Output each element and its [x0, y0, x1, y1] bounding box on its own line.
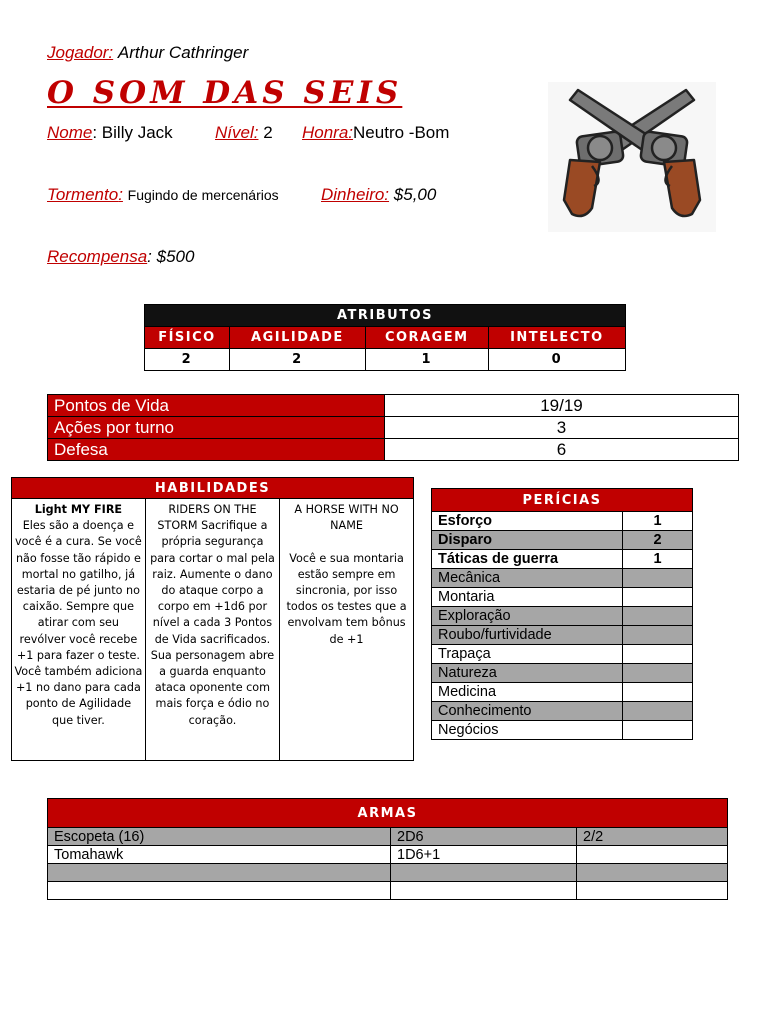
table-row [432, 569, 693, 588]
skill-level [623, 626, 693, 645]
ability-text: Sacrifique a própria segurança para cortar o mal pela raiz. Aumente o dano do ataque corpo a corpo em +1d6 por nível a cada 3 Pontos de Vida sacrificados. Sua personagem abre a guarda enquanto ataca oponente com mais força e ódio no coração. [150, 519, 275, 727]
skill-level [623, 588, 693, 607]
skill-level [623, 683, 693, 702]
table-row [432, 702, 693, 721]
attr-header-fisico: FÍSICO [145, 327, 230, 349]
weapon-damage: 2D6 [391, 828, 577, 846]
weapon-ammo [577, 846, 728, 864]
weapon-ammo: 2/2 [577, 828, 728, 846]
name-line [47, 123, 173, 143]
skill-name: Exploração [432, 607, 623, 626]
stat-label: Defesa [48, 439, 385, 461]
weapons-table [47, 798, 728, 900]
skill-level [623, 664, 693, 683]
stat-label: Pontos de Vida [48, 395, 385, 417]
page-title: O SOM DAS SEIS [47, 75, 403, 111]
table-row [48, 846, 728, 864]
money-line [321, 185, 436, 205]
attr-value-coragem: 1 [365, 349, 488, 371]
weapon-name [48, 864, 391, 882]
honor-label: Honra: [302, 123, 354, 142]
stat-value: 6 [385, 439, 739, 461]
table-row [48, 864, 728, 882]
attr-value-fisico: 2 [145, 349, 230, 371]
torment-line [47, 185, 279, 205]
torment-value: Fugindo de mercenários [127, 187, 279, 203]
table-row [432, 588, 693, 607]
table-row [432, 607, 693, 626]
stat-row [48, 417, 739, 439]
ability-text: Você e sua montaria estão sempre em sincronia, por isso todos os testes que a envolvam tem bônus de +1 [286, 551, 407, 646]
attributes-table [144, 304, 626, 371]
skill-level: 1 [623, 512, 693, 531]
attr-header-agilidade: AGILIDADE [229, 327, 365, 349]
honor-line [302, 123, 449, 143]
ability-cell [280, 499, 414, 761]
skill-name: Táticas de guerra [432, 550, 623, 569]
crossed-revolvers-icon [548, 82, 716, 232]
table-row [48, 882, 728, 900]
weapon-damage [391, 882, 577, 900]
attributes-title: ATRIBUTOS [145, 305, 626, 327]
table-row [432, 512, 693, 531]
skill-level [623, 645, 693, 664]
table-row [432, 664, 693, 683]
skill-level [623, 607, 693, 626]
weapon-name [48, 882, 391, 900]
stat-value: 19/19 [385, 395, 739, 417]
table-row [432, 683, 693, 702]
level-value: 2 [263, 123, 273, 142]
skill-name: Roubo/furtividade [432, 626, 623, 645]
honor-value: Neutro -Bom [353, 123, 450, 142]
weapon-name: Tomahawk [48, 846, 391, 864]
skill-level: 2 [623, 531, 693, 550]
table-row [432, 626, 693, 645]
weapon-damage: 1D6+1 [391, 846, 577, 864]
weapon-ammo [577, 882, 728, 900]
level-line [215, 123, 273, 143]
attr-value-agilidade: 2 [229, 349, 365, 371]
table-row [48, 828, 728, 846]
table-row [432, 531, 693, 550]
ability-name: Light MY FIRE [34, 503, 123, 516]
name-label: Nome [47, 123, 93, 142]
weapon-ammo [577, 864, 728, 882]
ability-name: RIDERS ON THE STORM [157, 503, 257, 533]
stat-value: 3 [385, 417, 739, 439]
abilities-title: HABILIDADES [12, 478, 414, 499]
attr-header-intelecto: INTELECTO [488, 327, 625, 349]
money-value: $5,00 [393, 185, 437, 204]
weapons-title: ARMAS [48, 799, 728, 828]
ability-cell [12, 499, 146, 761]
player-line [47, 43, 248, 63]
skill-name: Medicina [432, 683, 623, 702]
skill-level [623, 569, 693, 588]
skill-name: Trapaça [432, 645, 623, 664]
skill-name: Montaria [432, 588, 623, 607]
table-row [432, 721, 693, 740]
ability-cell [145, 499, 279, 761]
weapon-damage [391, 864, 577, 882]
table-row [432, 550, 693, 569]
name-value: : Billy Jack [92, 123, 173, 142]
stat-row [48, 395, 739, 417]
reward-line [47, 247, 194, 267]
stat-label: Ações por turno [48, 417, 385, 439]
reward-label: Recompensa [47, 247, 148, 266]
ability-name: A HORSE WITH NO NAME [294, 503, 399, 533]
skill-name: Mecânica [432, 569, 623, 588]
attr-header-coragem: CORAGEM [365, 327, 488, 349]
skill-name: Conhecimento [432, 702, 623, 721]
level-label: Nível: [215, 123, 259, 142]
skill-level [623, 702, 693, 721]
torment-label: Tormento [47, 185, 119, 204]
skill-name: Disparo [432, 531, 623, 550]
reward-value: : $500 [147, 247, 195, 266]
abilities-table [11, 477, 414, 761]
skills-table [431, 488, 693, 740]
skill-level [623, 721, 693, 740]
player-value: Arthur Cathringer [117, 43, 249, 62]
table-row [432, 645, 693, 664]
torment-colon: : [118, 185, 123, 204]
stats-table [47, 394, 739, 461]
skill-level: 1 [623, 550, 693, 569]
stat-row [48, 439, 739, 461]
skill-name: Natureza [432, 664, 623, 683]
skills-title: PERÍCIAS [432, 489, 693, 512]
player-label: Jogador: [47, 43, 114, 62]
ability-text: Eles são a doença e você é a cura. Se você não fosse tão rápido e mortal no gatilho, já estaria de pé junto no caixão. Sempre que atirar com seu revólver você recebe +1 para fazer o teste. Você também adiciona +1 no dano para cada ponto de Agilidade que tiver. [14, 519, 143, 727]
skill-name: Negócios [432, 721, 623, 740]
weapon-name: Escopeta (16) [48, 828, 391, 846]
money-label: Dinheiro: [321, 185, 390, 204]
skill-name: Esforço [432, 512, 623, 531]
attr-value-intelecto: 0 [488, 349, 625, 371]
